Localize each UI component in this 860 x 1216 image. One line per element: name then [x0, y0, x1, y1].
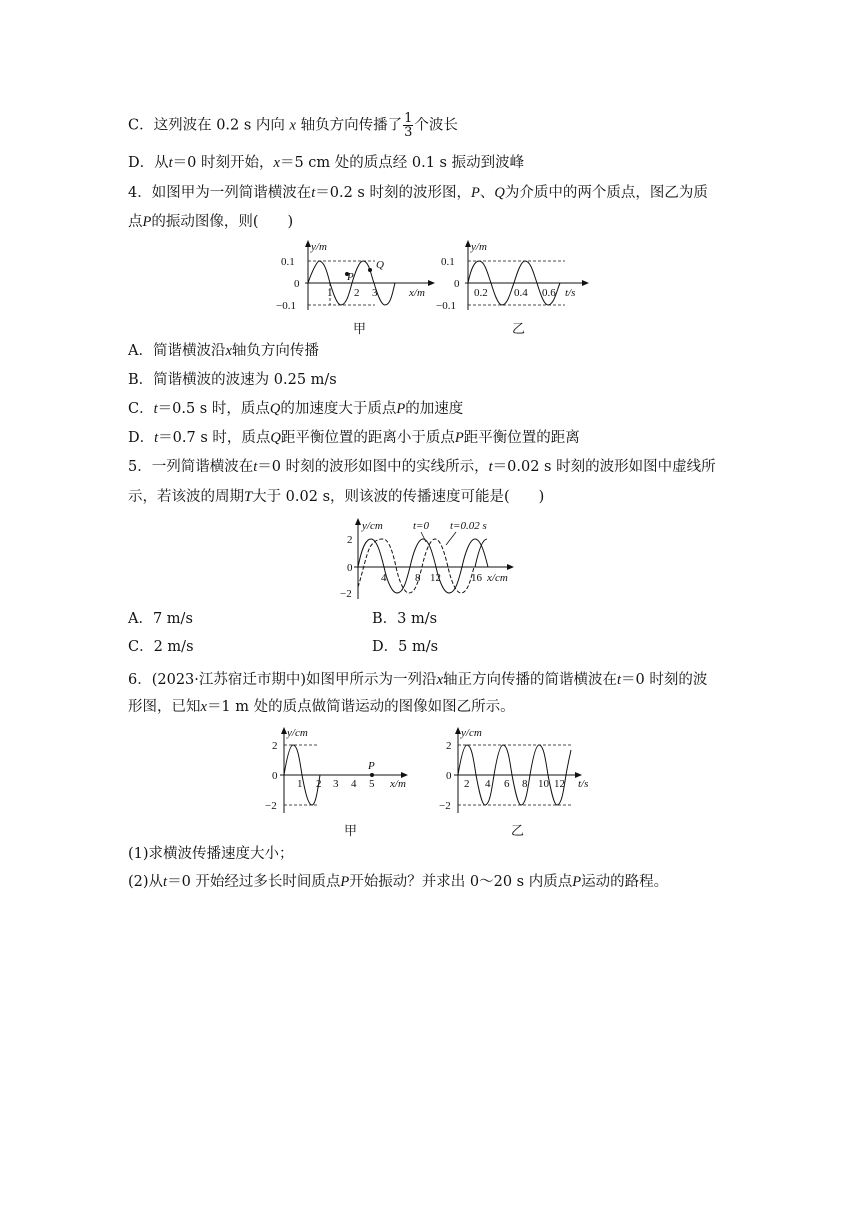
var-p: P [454, 430, 464, 446]
var-q: Q [269, 401, 281, 417]
var-t: t [168, 155, 173, 171]
y-axis-label: y/m [471, 241, 487, 253]
denominator: 3 [404, 125, 413, 140]
x-tick: 0.4 [514, 287, 528, 299]
text: ＝0 时刻的波 [621, 672, 708, 688]
q4-option-b: B．简谐横波的波速为 0.25 m/s [128, 372, 337, 388]
x-tick: 3 [372, 287, 378, 299]
q6-figure-left [262, 725, 422, 815]
x-tick: 0.2 [474, 287, 488, 299]
var-t: t [253, 459, 258, 475]
y-tick: −2 [340, 588, 352, 600]
var-x: x [273, 155, 280, 171]
text: ＝0.7 s 时，质点 [158, 430, 271, 446]
text: D． [128, 430, 155, 446]
text: 的加速度 [405, 401, 464, 417]
text: 4．如图甲为一列简谐横波在 [128, 185, 312, 201]
q4-caption-right: 乙 [512, 322, 526, 337]
y-axis-label: y/cm [287, 727, 308, 739]
q4-caption-left: 甲 [353, 322, 367, 337]
x-tick: 1 [327, 287, 333, 299]
var-x: x [200, 699, 207, 715]
y-tick: 0 [454, 278, 460, 290]
label-p: P [368, 760, 375, 772]
y-tick: 0 [294, 278, 300, 290]
var-t: t [488, 459, 493, 475]
y-axis-label: y/cm [461, 727, 482, 739]
x-tick: 10 [538, 778, 549, 790]
q6-subquestion-1: (1)求横波传播速度大小； [128, 846, 294, 862]
var-q: Q [270, 430, 281, 446]
text: ＝0 开始经过多长时间质点 [167, 874, 341, 890]
q4-option-d [128, 428, 580, 448]
point-q [368, 268, 372, 272]
numerator: 1 [404, 111, 413, 126]
x-tick: 4 [351, 778, 357, 790]
text: ＝0.2 s 时刻的波形图， [315, 185, 471, 201]
x-tick: 0.6 [542, 287, 556, 299]
y-axis-label: y/cm [362, 520, 383, 532]
text: 轴负方向传播 [231, 343, 319, 359]
q5-option-d: D．5 m/s [372, 639, 439, 655]
q5-figure [338, 515, 528, 601]
q6-caption-right: 乙 [511, 824, 525, 839]
text: 运动的路程。 [581, 874, 669, 890]
q6-figure-right [438, 725, 600, 815]
q4-figure-left [275, 238, 440, 313]
text: 6．(2023·江苏宿迁市期中)如图甲所示为一列沿 [128, 672, 437, 688]
text: 轴正方向传播的简谐横波在 [443, 672, 617, 688]
y-tick: 2 [272, 740, 278, 752]
text: C．这列波在 0.2 s 内向 [128, 117, 285, 134]
text: ＝1 m 处的质点做简谐运动的图像如图乙所示。 [206, 699, 515, 715]
x-axis-label: t/s [578, 778, 589, 790]
label-t002: t=0.02 s [450, 520, 487, 532]
q4-stem-line2 [128, 212, 293, 232]
y-tick: 0 [446, 770, 452, 782]
fraction-one-third [403, 112, 413, 139]
q6-caption-left: 甲 [344, 824, 358, 839]
x-tick: 2 [354, 287, 360, 299]
text: 示，若该波的周期 [128, 489, 244, 505]
var-p: P [396, 401, 406, 417]
label-t0: t=0 [413, 520, 429, 532]
q3-option-d [128, 153, 524, 173]
q4-option-c [128, 399, 463, 419]
y-tick: 0 [272, 770, 278, 782]
y-tick: 2 [347, 534, 353, 546]
text: 距平衡位置的距离小于质点 [280, 430, 455, 446]
x-tick: 8 [415, 572, 421, 584]
x-tick: 1 [297, 778, 303, 790]
q4-option-a [128, 341, 319, 361]
x-tick: 2 [464, 778, 470, 790]
q6-stem-line2 [128, 697, 515, 717]
x-axis-label: x/cm [487, 572, 508, 584]
text: 5．一列简谐横波在 [128, 459, 254, 475]
q4-figure-right [435, 238, 595, 313]
x-tick: 12 [430, 572, 441, 584]
text: 点 [128, 214, 143, 230]
y-tick: 2 [446, 740, 452, 752]
q5-option-c: C．2 m/s [128, 639, 194, 655]
q5-stem-line2 [128, 487, 544, 507]
x-axis-label: t/s [565, 287, 576, 299]
var-t: t [617, 672, 622, 688]
var-x: x [225, 343, 232, 359]
var-t: t [153, 401, 158, 417]
var-T: T [244, 489, 253, 505]
text: C． [128, 401, 154, 417]
x-tick: 6 [504, 778, 510, 790]
var-p: P [142, 214, 152, 230]
var-t: t [163, 874, 168, 890]
text: ＝0 时刻开始， [172, 155, 274, 171]
var-p: P [470, 185, 480, 201]
y-tick: −0.1 [436, 300, 456, 312]
y-tick: −0.1 [276, 300, 296, 312]
var-t: t [154, 430, 159, 446]
text: A．简谐横波沿 [128, 343, 226, 359]
y-tick: 0.1 [281, 256, 295, 268]
q4-stem-line1 [128, 183, 708, 203]
var-p: P [572, 874, 582, 890]
q6-stem-line1 [128, 670, 707, 690]
label-p: P [347, 271, 354, 283]
x-tick: 12 [554, 778, 565, 790]
label-q: Q [376, 259, 384, 271]
text: 轴负方向传播了 [300, 117, 403, 134]
x-tick: 8 [522, 778, 528, 790]
text: 、 [479, 185, 495, 201]
text: 开始振动？并求出 0～20 s 内质点 [349, 874, 573, 890]
text: (2)从 [128, 874, 164, 890]
y-tick: −2 [265, 800, 277, 812]
x-tick: 2 [316, 778, 322, 790]
q5-option-b: B．3 m/s [372, 611, 438, 627]
x-tick: 5 [369, 778, 375, 790]
x-tick: 4 [381, 572, 387, 584]
var-q: Q [494, 185, 505, 201]
text: 形图，已知 [128, 699, 201, 715]
var-x: x [289, 117, 296, 134]
x-tick: 16 [471, 572, 482, 584]
y-axis-label: y/m [311, 241, 327, 253]
text: 距平衡位置的距离 [463, 430, 580, 446]
q5-stem-line1 [128, 457, 716, 477]
q6-subquestion-2 [128, 872, 668, 892]
text: ＝5 cm 处的质点经 0.1 s 振动到波峰 [279, 155, 525, 171]
text: D．从 [128, 155, 169, 171]
text: ＝0 时刻的波形如图中的实线所示， [257, 459, 489, 475]
var-t: t [311, 185, 316, 201]
y-tick: 0 [347, 562, 353, 574]
x-tick: 4 [485, 778, 491, 790]
text: 为介质中的两个质点，图乙为质 [504, 185, 708, 201]
point-p [370, 773, 374, 777]
q5-option-a: A．7 m/s [128, 611, 193, 627]
y-tick: −2 [439, 800, 451, 812]
text: ＝0.5 s 时，质点 [157, 401, 270, 417]
text: 大于 0.02 s，则该波的传播速度可能是( ) [252, 489, 545, 505]
var-p: P [340, 874, 350, 890]
x-axis-label: x/m [409, 287, 425, 299]
text: 的振动图像，则( ) [151, 214, 294, 230]
x-axis-label: x/m [390, 778, 406, 790]
x-tick: 3 [333, 778, 339, 790]
text: 个波长 [414, 117, 458, 134]
text: ＝0.02 s 时刻的波形如图中虚线所 [492, 459, 716, 475]
var-x: x [436, 672, 443, 688]
text: 的加速度大于质点 [280, 401, 397, 417]
y-tick: 0.1 [441, 256, 455, 268]
q3-option-c [128, 112, 458, 139]
